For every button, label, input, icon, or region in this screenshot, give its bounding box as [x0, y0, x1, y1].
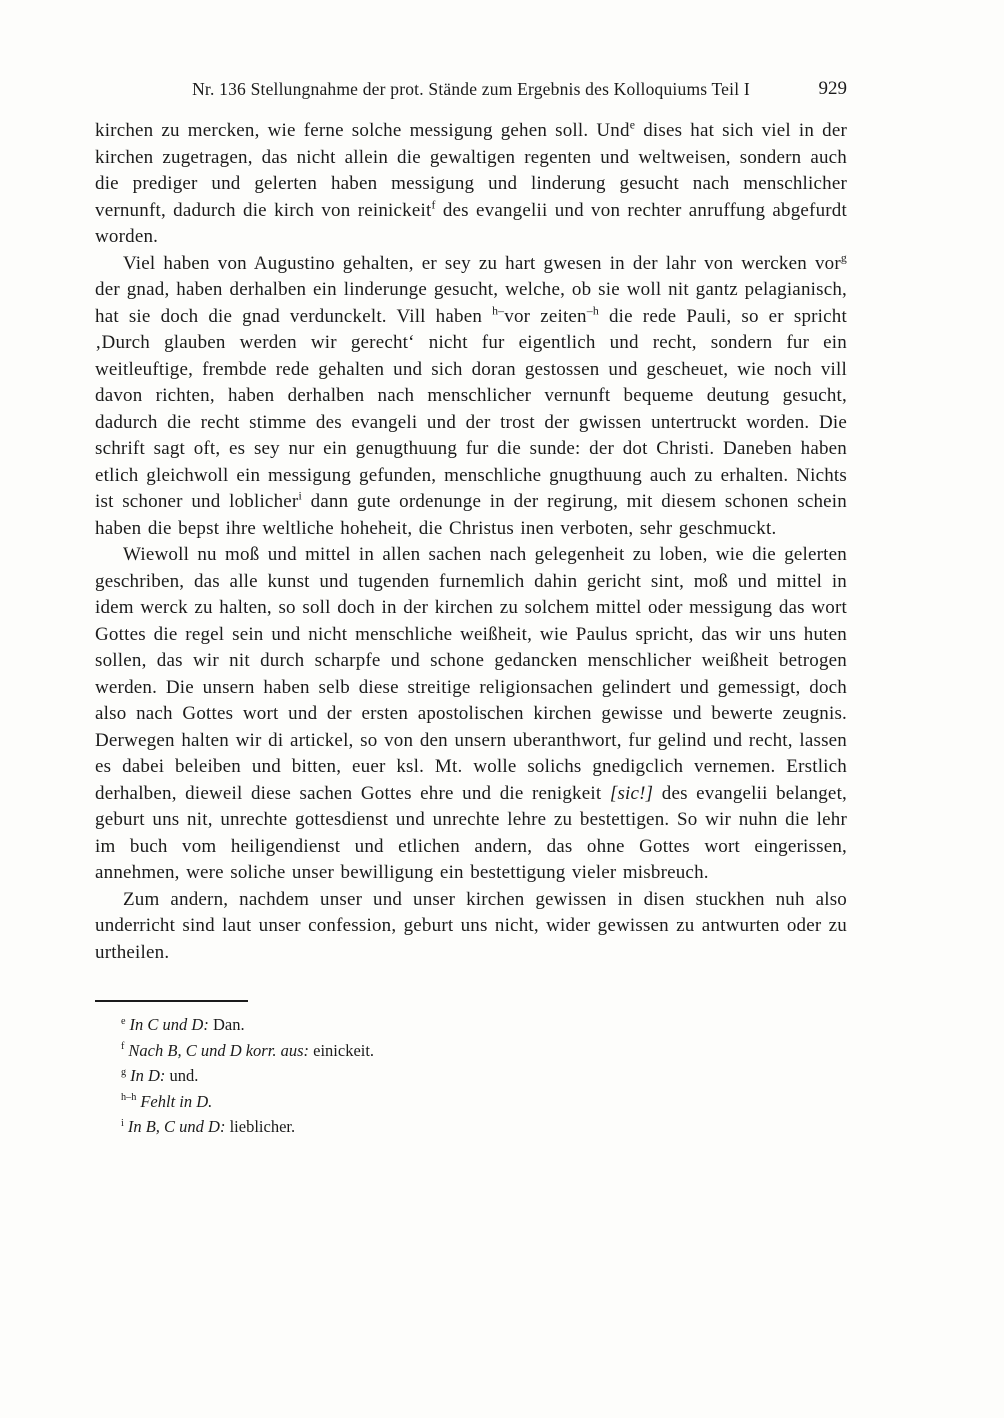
- paragraph-augustino: [95, 251, 847, 543]
- text-segment: des evangelii belanget, geburt uns nit, unrechte gottesdienst und unrechte lehre zu bestettigen. So wir nuhn die lehr im buch vom heiligendienst und etlichen andern, das ohne Gottes wort eingerissen, annehmen, were soliche unser bewilligung ein bestettigung vieler misbreuch.: [95, 782, 847, 883]
- footnote-marker: g: [121, 1066, 127, 1078]
- footnote-marker: f: [121, 1041, 125, 1052]
- italic-text-segment: In D:: [130, 1066, 166, 1085]
- footnote-marker: h–h: [121, 1092, 137, 1103]
- running-head: [95, 78, 847, 102]
- footnote-f: [95, 1038, 847, 1064]
- text-segment: Wiewoll nu moß und mittel in allen sachen nach gelegenheit zu loben, wie die gelerten geschriben, das alle kunst und tugenden furnemlich dahin gericht sint, moß und mittel in idem werck zu halten, so soll doch in der kirchen zu solchem mittel oder messigung das wort Gottes die regel sein und nicht menschliche weißheit, wie Paulus spricht, das wir uns huten sollen, das wir nit durch scharpfe und schone gedancken menschlicher weißheit betrogen werden. Die unsern haben selb diese streitige religionsachen gelindert und gemessigt, doch also nach Gottes wort und der ersten apostolischen kirchen gewisse und bewerte zeugnis. Derwegen halten wir di artickel, so von den unsern uberanthwort, fur gelind und recht, lassen es dabei beleiben und bitten, euer ksl. Mt. wolle solichs gnedigclich vernemen. Erstlich derhalben, dieweil diese sachen Gottes ehre und die renigkeit: [95, 544, 847, 804]
- footnote-g: [95, 1063, 847, 1089]
- main-text-block: [95, 118, 847, 966]
- footnote-text: [130, 1066, 198, 1085]
- text-segment: lieblicher.: [225, 1117, 296, 1136]
- footnote-text: [128, 1117, 295, 1136]
- paragraph-continuation: [95, 118, 847, 251]
- footnote-text: [130, 1015, 245, 1034]
- footnote-h: [95, 1089, 847, 1115]
- text-segment: kirchen zu mercken, wie ferne solche messigung gehen soll. Und: [95, 120, 630, 141]
- text-segment: und.: [165, 1066, 199, 1085]
- footnote-reference-marker: i: [298, 489, 302, 503]
- footnote-i: [95, 1114, 847, 1140]
- italic-text-segment: In C und D:: [129, 1015, 209, 1034]
- footnote-reference-marker: g: [840, 251, 847, 265]
- text-segment: dann gute ordenunge in der regirung, mit diesem schonen schein haben die bepst ihre weltliche hoheheit, die Christus inen verboten, sehr geschmuckt.: [95, 491, 847, 539]
- italic-text-segment: Fehlt in D.: [140, 1091, 213, 1111]
- paragraph-zum-andern: [95, 887, 847, 967]
- footnote-separator-rule: [95, 1000, 248, 1002]
- text-segment: dises hat sich viel in der kirchen zugetragen, das nicht allein die gewaltigen regenten und weltweisen, sondern auch die prediger und gelerten haben messigung und linderung gesucht nach menschlicher vernunft, dadurch die kirch von reinickeit: [95, 120, 848, 221]
- footnote-text: [128, 1041, 374, 1060]
- italic-text-segment: Nach B, C und D korr. aus:: [128, 1040, 309, 1060]
- text-segment: vor zeiten: [504, 305, 587, 327]
- italic-text-segment: In B, C und D:: [127, 1117, 226, 1136]
- footnote-reference-marker: –h: [586, 304, 599, 318]
- footnote-reference-marker: e: [629, 118, 636, 132]
- paragraph-wiewoll: [95, 542, 847, 887]
- text-segment: der gnad, haben derhalben ein linderunge gesucht, welche, ob sie woll nit gantz pelagianisch, hat sie doch die gnad verdunckelt. Vill haben: [95, 279, 847, 327]
- text-segment: des evangelii und von rechter anruffung abgefurdt worden.: [95, 199, 847, 247]
- text-segment: Viel haben von Augustino gehalten, er sey zu hart gwesen in der lahr von wercken vor: [123, 252, 841, 274]
- footnote-marker: e: [121, 1015, 126, 1027]
- footnotes-section: [95, 1000, 847, 1140]
- italic-text-segment: [sic!]: [609, 782, 654, 804]
- text-segment: Zum andern, nachdem unser und unser kirchen gewissen in disen stuckhen nuh also underricht sind laut unser confession, geburt uns nicht, wider gewissen zu antwurten oder zu urtheilen.: [95, 888, 847, 963]
- text-segment: die rede Pauli, so er spricht ‚Durch glauben werden wir gerecht‘ nicht fur eigentlich und recht, sondern fur ein weitleuftige, frembde rede gehalten und sich doran gestossen und gescheuet, wie noch vill davon richten, haben derhalben nach menschlicher vernunft bequeme deutung gesucht, dadurch die recht stimme des evangeli und der trost der gwissen untertruckt worden. Die schrift sagt oft, es sey nur ein genugthuung fur die sunde: der dot Christi. Daneben haben etlich gleichwoll ein messigung gefunden, menschliche gnugthuung auch zu erhalten. Nichts ist schoner und loblicher: [95, 305, 847, 512]
- text-segment: Dan.: [208, 1015, 245, 1034]
- footnote-reference-marker: f: [431, 198, 436, 212]
- text-segment: einickeit.: [309, 1040, 375, 1060]
- page-number: 929: [818, 78, 847, 99]
- footnote-reference-marker: h–: [492, 304, 505, 318]
- footnote-e: [95, 1012, 847, 1038]
- footnote-marker: i: [121, 1117, 124, 1129]
- footnote-text: [140, 1092, 212, 1111]
- header-title: Nr. 136 Stellungnahme der prot. Stände zum Ergebnis des Kolloquiums Teil I: [192, 79, 750, 99]
